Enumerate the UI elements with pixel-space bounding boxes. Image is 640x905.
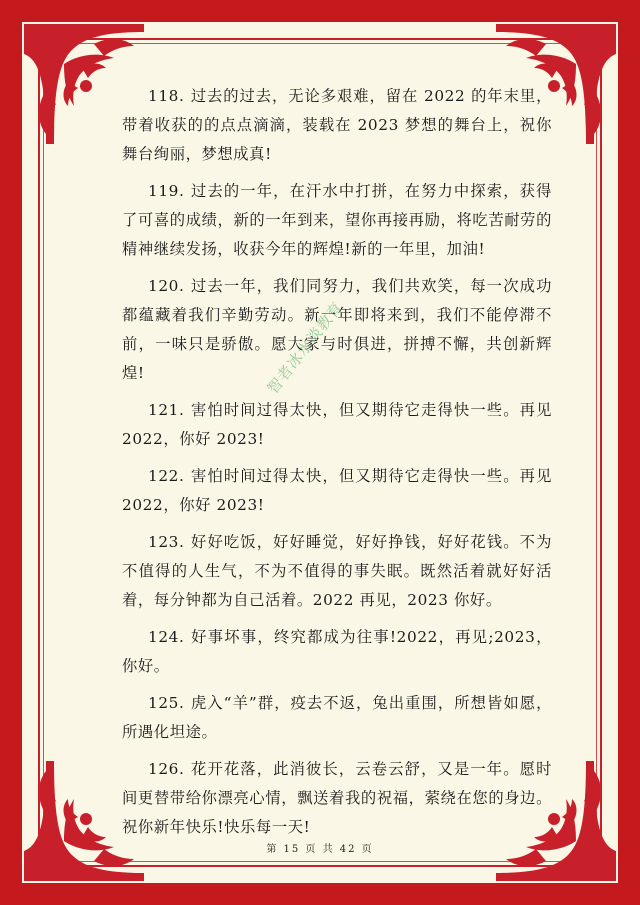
entry-text: 过去的一年，在汗水中打拼，在努力中探索，获得了可喜的成绩，新的一年到来，望你再接再励，将吃苦耐劳的精神继续发扬，收获今年的辉煌!新的一年里，加油!: [122, 182, 552, 258]
entry-124: [122, 623, 552, 681]
entry-text: 害怕时间过得太快，但又期待它走得快一些。再见 2022，你好 2023!: [122, 467, 552, 514]
entry-text: 害怕时间过得太快，但又期待它走得快一些。再见 2022，你好 2023!: [122, 401, 552, 448]
entry-126: [122, 755, 552, 842]
entry-125: [122, 689, 552, 747]
entry-118: [122, 82, 552, 169]
entry-120: [122, 272, 552, 388]
entry-text: 过去一年，我们同努力，我们共欢笑，每一次成功都蕴藏着我们辛勤劳动。新一年即将来到，我们不能停滞不前，一味只是骄傲。愿大家与时俱进，拼搏不懈，共创新辉煌!: [122, 277, 552, 382]
document-body: [122, 82, 552, 850]
entry-123: [122, 528, 552, 615]
page-footer: 第 15 页 共 42 页: [266, 844, 374, 855]
entry-number: 119.: [148, 182, 185, 200]
entry-number: 126.: [148, 760, 185, 778]
entry-119: [122, 177, 552, 264]
entry-number: 121.: [148, 401, 185, 419]
entry-text: 过去的过去，无论多艰难，留在 2022 的年末里，带着收获的的点点滴滴，装载在 2023 梦想的舞台上，祝你舞台绚丽，梦想成真!: [122, 87, 552, 163]
entry-text: 虎入“羊”群，疫去不返，兔出重围，所想皆如愿，所遇化坦途。: [122, 694, 552, 741]
entry-text: 花开花落，此消彼长，云卷云舒，又是一年。愿时间更替带给你漂亮心情，飘送着我的祝福，萦绕在您的身边。祝你新年快乐!快乐每一天!: [122, 760, 552, 836]
entry-text: 好事坏事，终究都成为往事!2022，再见;2023，你好。: [122, 628, 552, 675]
entry-number: 118.: [148, 87, 185, 105]
entry-text: 好好吃饭，好好睡觉，好好挣钱，好好花钱。不为不值得的人生气，不为不值得的事失眠。既然活着就好好活着，每分钟都为自己活着。2022 再见，2023 你好。: [122, 533, 552, 609]
entry-121: [122, 396, 552, 454]
watermark: 智者冰水淡教育: [263, 297, 347, 398]
entry-number: 123.: [148, 533, 185, 551]
entry-number: 122.: [148, 467, 185, 485]
entry-122: [122, 462, 552, 520]
entry-number: 120.: [148, 277, 185, 295]
entry-number: 125.: [148, 694, 185, 712]
entry-number: 124.: [148, 628, 185, 646]
